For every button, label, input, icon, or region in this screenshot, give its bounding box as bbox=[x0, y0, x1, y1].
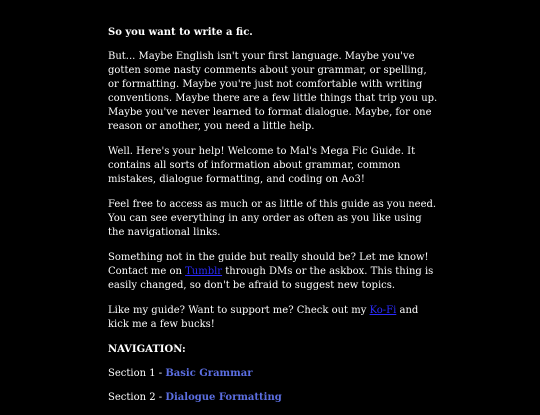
kofi-link[interactable]: Ko-Fi bbox=[369, 305, 397, 316]
support-text-after: and kick me a few bucks! bbox=[108, 305, 419, 330]
contact-text-before: Something not in the guide but really should be? Let me know! Contact me on bbox=[108, 252, 429, 277]
page-title: So you want to write a fic. bbox=[108, 27, 253, 38]
nav-item-prefix: Section 1 - bbox=[108, 368, 166, 379]
support-paragraph bbox=[108, 304, 438, 332]
nav-link-basic-grammar[interactable]: Basic Grammar bbox=[165, 368, 253, 379]
tumblr-link[interactable]: Tumblr bbox=[185, 266, 223, 277]
guide-content bbox=[108, 22, 438, 415]
access-paragraph: Feel free to access as much or as little of this guide as you need. You can see everything in any order as often as you like using the navigational links. bbox=[108, 199, 437, 238]
contact-text-after: through DMs or the askbox. This thing is easily changed, so don't be afraid to suggest new topics. bbox=[108, 266, 434, 291]
intro-paragraph: But... Maybe English isn't your first language. Maybe you've gotten some nasty comments about your grammar, or spelling, or formatting. Maybe you're just not comfortable with writing conventions. Maybe there are a few little things that trip you up. Maybe you've never learned to format dialogue. Maybe, for one reason or another, you need a little help. bbox=[108, 51, 438, 132]
welcome-paragraph: Well. Here's your help! Welcome to Mal's Mega Fic Guide. It contains all sorts of information about grammar, common mistakes, dialogue formatting, and coding on Ao3! bbox=[108, 146, 416, 185]
nav-item-prefix: Section 2 - bbox=[108, 392, 166, 403]
navigation-heading: NAVIGATION: bbox=[108, 344, 186, 355]
contact-paragraph bbox=[108, 251, 438, 293]
nav-item-section-1 bbox=[108, 367, 438, 381]
support-text-before: Like my guide? Want to support me? Check out my bbox=[108, 305, 370, 316]
nav-link-dialogue-formatting[interactable]: Dialogue Formatting bbox=[165, 392, 282, 403]
nav-item-section-2 bbox=[108, 391, 438, 405]
